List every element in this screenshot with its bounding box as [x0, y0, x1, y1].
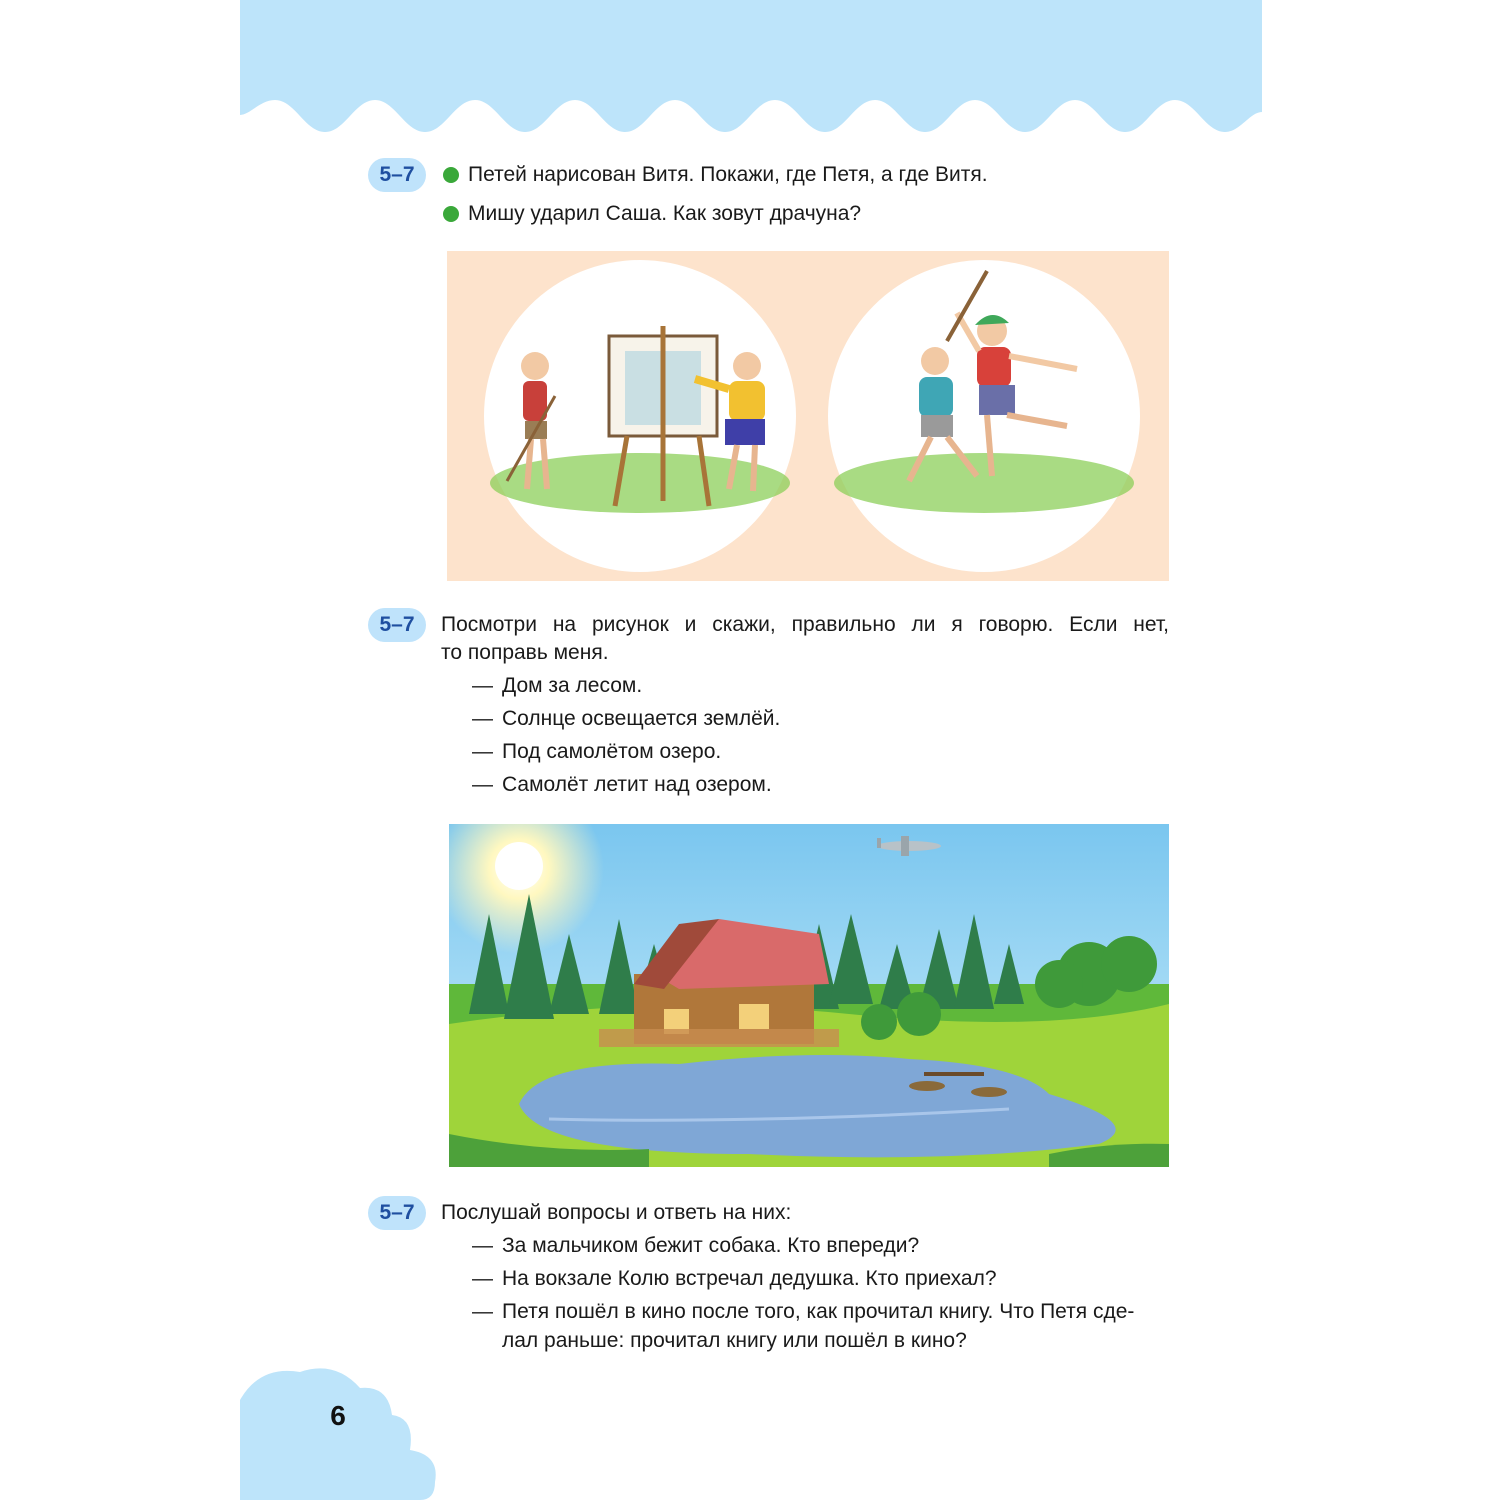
exercise-3-age-badge: 5–7 [368, 1196, 426, 1230]
dash: — [472, 740, 493, 763]
page-number: 6 [330, 1400, 346, 1431]
exercise-1-item-2: Мишу ударил Саша. Как зовут драчуна? [468, 202, 862, 225]
question-text: На вокзале Колю встречал дедушка. Кто приехал? [502, 1267, 997, 1290]
dash: — [472, 1267, 493, 1290]
exercise-3-prompt: Послушай вопросы и ответь на них: [441, 1201, 792, 1224]
header-cloud-band [240, 0, 1262, 150]
boys-illustration [447, 251, 1169, 581]
statement-text: Дом за лесом. [502, 674, 643, 697]
exercise-3-question-1 [472, 1232, 919, 1260]
exercise-3-question-3 [472, 1298, 1134, 1326]
exercise-1-item-1: Петей нарисован Витя. Покажи, где Петя, а где Витя. [468, 163, 988, 186]
sun-icon [495, 842, 543, 890]
exercise-2-statement-1 [472, 672, 642, 700]
bullet-icon [443, 167, 459, 183]
bullet-icon [443, 206, 459, 222]
dash: — [472, 1300, 493, 1323]
exercise-2-prompt-line-2: то поправь меня. [441, 641, 609, 664]
statement-text: Солнце освещается землёй. [502, 707, 781, 730]
exercise-2-age-badge: 5–7 [368, 608, 426, 642]
exercise-3-question-2 [472, 1265, 997, 1293]
exercise-2-statement-3 [472, 738, 721, 766]
dash: — [472, 707, 493, 730]
statement-text: Под самолётом озеро. [502, 740, 722, 763]
statement-text: Самолёт летит над озером. [502, 773, 772, 796]
question-text: Петя пошёл в кино после того, как прочитал книгу. Что Петя сде- [502, 1300, 1135, 1323]
dash: — [472, 1234, 493, 1257]
landscape-illustration [449, 824, 1169, 1167]
exercise-2-prompt-line-1: Посмотри на рисунок и скажи, правильно ли я говорю. Если нет, [441, 613, 1169, 636]
exercise-1-age-badge: 5–7 [368, 158, 426, 192]
question-text: За мальчиком бежит собака. Кто впереди? [502, 1234, 920, 1257]
dash: — [472, 773, 493, 796]
exercise-2-statement-4 [472, 771, 772, 799]
dash: — [472, 674, 493, 697]
exercise-2-statement-2 [472, 705, 780, 733]
exercise-3-question-3-continuation: лал раньше: прочитал книгу или пошёл в кино? [502, 1329, 967, 1352]
